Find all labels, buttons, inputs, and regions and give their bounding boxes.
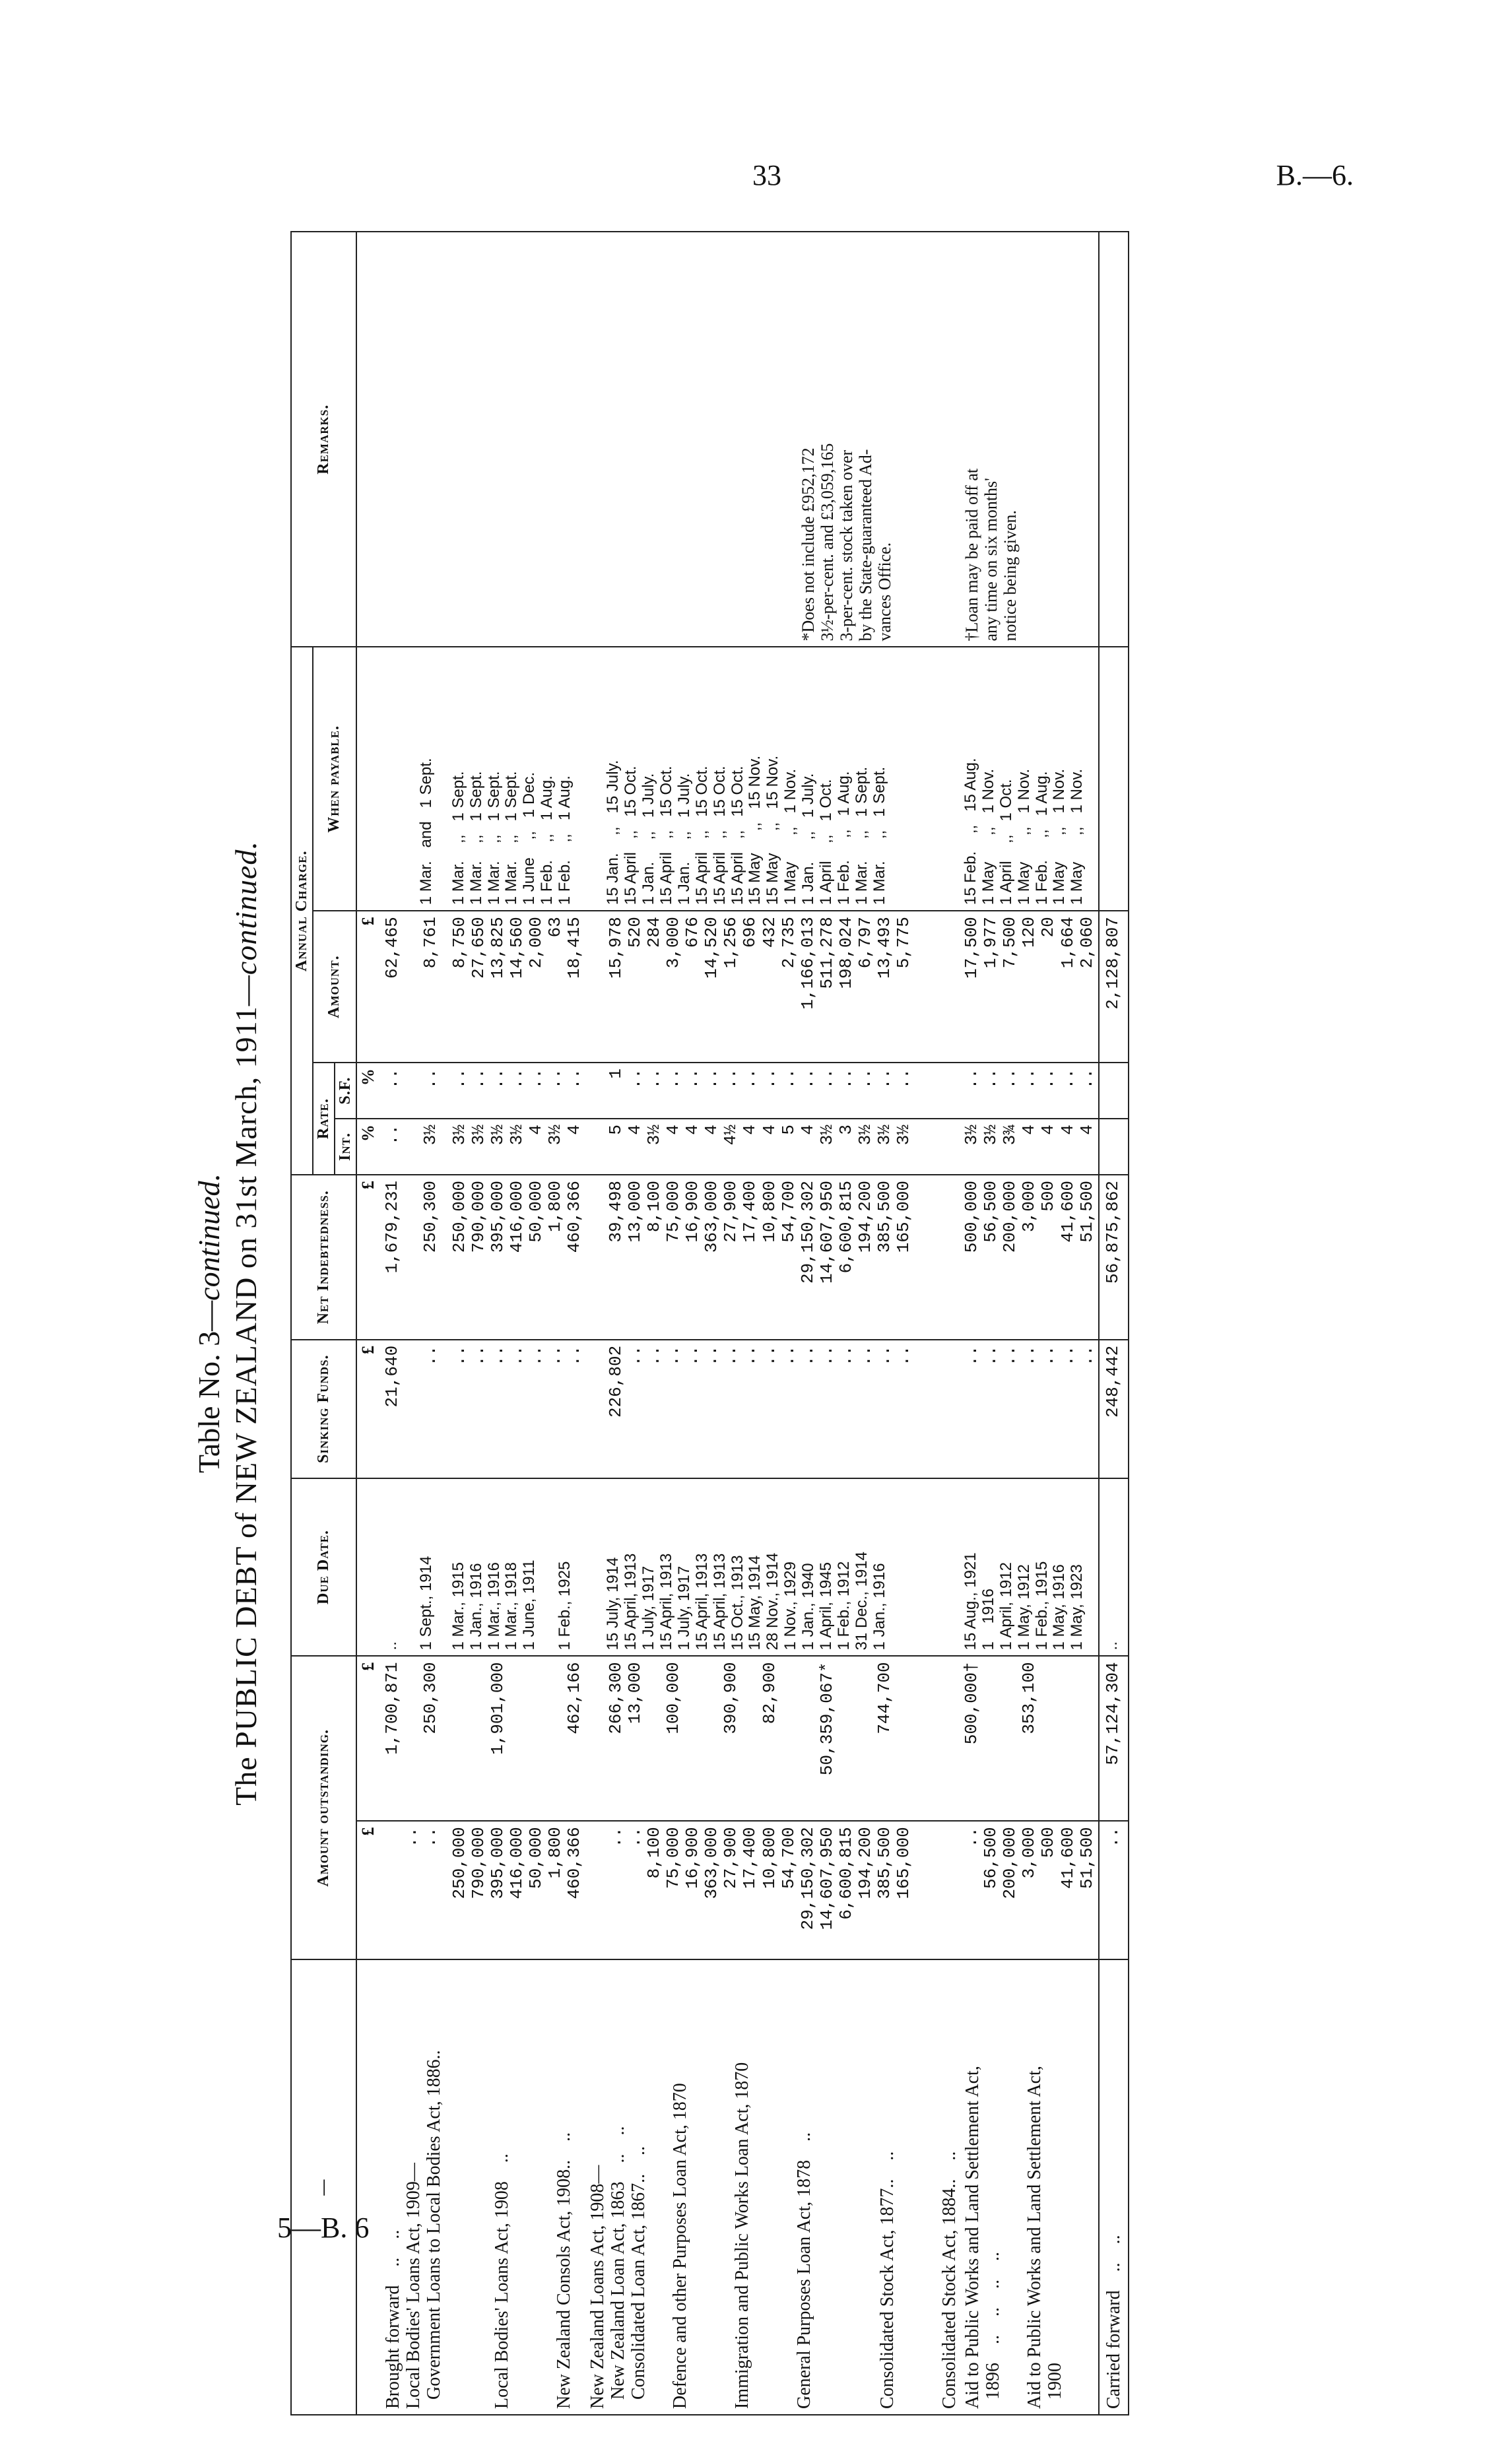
row-amount-a: 250,000 790,000 395,000 416,000 50,000 1,800 460,366 — [449, 1821, 586, 1959]
row-due-date: .. — [1099, 1478, 1129, 1657]
row-when-payable: 1 Mar. and 1 Sept. — [379, 647, 449, 911]
unit-charge: £ — [356, 911, 379, 1063]
row-amount-b: 500,000† 353,100 — [961, 1656, 1099, 1821]
unit-sinking: £ — [356, 1340, 379, 1478]
col-sinking-funds: Sinking Funds. — [291, 1340, 356, 1478]
row-sinking-funds: 21,640 .. — [379, 1340, 449, 1478]
row-sinking-funds: 226,802 .. .. .. .. .. .. .. .. .. .. .. .. .. .. .. — [586, 1340, 961, 1478]
table-row-local-bodies — [449, 232, 586, 2415]
row-charge-amount: 15,978 520 284 3,000 676 14,520 1,256 696 432 2,735 1,166,013 511,278 198,024 6,797 13,493 5,775 — [586, 911, 961, 1063]
row-rate-sf — [1099, 1063, 1129, 1119]
row-remarks: *Does not include £952,172 3½-per-cent. and £3,059,165 3-per-cent. stock taken over by the State-guaranteed Ad- vances Office. — [586, 232, 961, 647]
table-row-aid-public-works — [961, 232, 1099, 2415]
table-subtitle — [228, 231, 263, 2415]
row-amount-a: .. — [1099, 1821, 1129, 1959]
page-number: 33 — [752, 159, 781, 191]
unit-net: £ — [356, 1175, 379, 1340]
row-net-indebtedness: 500,000 56,500 200,000 3,000 500 41,600 51,500 — [961, 1175, 1099, 1340]
row-amount-a: .. .. — [379, 1821, 449, 1959]
row-rate-sf: .. .. .. .. .. .. .. — [961, 1063, 1099, 1119]
document-code: B.—6. — [1276, 159, 1354, 191]
col-charge-amount: Amount. — [313, 911, 356, 1063]
row-charge-amount: 62,465 8,761 — [379, 911, 449, 1063]
table-title-text: Table No. 3— — [192, 1300, 226, 1474]
row-due-date: 1 Mar., 1915 1 Jan., 1916 1 Mar., 1916 1 Mar., 1918 1 June, 1911 1 Feb., 1925 — [449, 1478, 586, 1657]
row-when-payable: 1 Mar. ,, 1 Sept. 1 Mar. ,, 1 Sept. 1 Mar. ,, 1 Sept. 1 Mar. ,, 1 Sept. 1 June ,, 1 Dec. 1 Feb. ,, 1 Aug. 1 Feb. ,, 1 Aug. — [449, 647, 586, 911]
row-description: Local Bodies' Loans Act, 1908 .. New Zealand Consols Act, 1908.. .. — [449, 1959, 586, 2415]
row-due-date: 15 July, 1914 15 April, 1913 1 July, 1917 15 April, 1913 1 July, 1917 15 April, 1913 15 April, 1913 15 Oct., 1913 15 May, 1914 28 Nov., 1914 1 Nov., 1929 1 Jan., 1940 1 April, 1945 1 Feb., 1912 31 Dec., 1914 1 Jan., 1916 — [586, 1478, 961, 1657]
row-remarks — [1099, 232, 1129, 647]
col-net-indebtedness: Net Indebtedness. — [291, 1175, 356, 1340]
col-due-date: Due Date. — [291, 1478, 356, 1657]
row-due-date: .. 1 Sept., 1914 — [379, 1478, 449, 1657]
row-amount-a: .. 56,500 200,000 3,000 500 41,600 51,500 — [961, 1821, 1099, 1959]
row-charge-amount: 2,128,807 — [1099, 911, 1129, 1063]
unit-desc — [356, 1959, 379, 2415]
row-rate-sf: 1 .. .. .. .. .. .. .. .. .. .. .. .. .. .. .. — [586, 1063, 961, 1119]
row-rate-int: 5 4 3½ 4 4 4 4½ 4 4 5 4 3½ 3 3½ 3½ 3½ — [586, 1119, 961, 1175]
unit-int: % — [356, 1119, 379, 1175]
row-remarks — [379, 232, 449, 647]
row-description: Aid to Public Works and Land Settlement Act, 1896 .. .. .. .. Aid to Public Works and Land Settlement Act, 1900 — [961, 1959, 1099, 2415]
col-annual-charge: Annual Charge. — [291, 647, 313, 1175]
header-row-1 — [291, 232, 313, 2415]
row-remarks: †Loan may be paid off at any time on six months' notice being given. — [961, 232, 1099, 647]
unit-due — [356, 1478, 379, 1657]
row-charge-amount: 8,750 27,650 13,825 14,560 2,000 63 18,415 — [449, 911, 586, 1063]
table-subtitle-text: The PUBLIC DEBT of NEW ZEALAND on 31st March, 1911— — [229, 975, 263, 1806]
row-rate-int: .. 3½ — [379, 1119, 449, 1175]
row-sinking-funds: .. .. .. .. .. .. .. — [961, 1340, 1099, 1478]
col-remarks: Remarks. — [291, 232, 356, 647]
signature-code: 5—B. 6 — [277, 2212, 370, 2244]
row-net-indebtedness: 250,000 790,000 395,000 416,000 50,000 1,800 460,366 — [449, 1175, 586, 1340]
row-net-indebtedness: 1,679,231 250,300 — [379, 1175, 449, 1340]
table-title-continued: continued. — [192, 1173, 226, 1301]
rotated-table-block — [191, 231, 1234, 2415]
col-when-payable: When payable. — [313, 647, 356, 911]
row-amount-a: .. .. 8,100 75,000 16,900 363,000 27,900 17,400 10,800 54,700 29,150,302 14,607,950 6,600,815 194,200 385,500 165,000 — [586, 1821, 961, 1959]
row-description: Carried forward .. .. — [1099, 1959, 1129, 2415]
col-description: — — [291, 1959, 356, 2415]
row-net-indebtedness: 56,875,862 — [1099, 1175, 1129, 1340]
row-when-payable: 15 Jan. ,, 15 July. 15 April ,, 15 Oct. 1 Jan. ,, 1 July. 15 April ,, 15 Oct. 1 Jan. ,, 1 July. 15 April ,, 15 Oct. 15 April ,, 15 Oct. 15 April ,, 15 Oct. 15 May ,, 15 Nov. 15 May ,, 15 Nov. 1 May ,, 1 Nov. 1 Jan. ,, 1 July. 1 April ,, 1 Oct. 1 Feb. ,, 1 Aug. 1 Mar. ,, 1 Sept. 1 Mar. ,, 1 Sept. — [586, 647, 961, 911]
row-remarks — [449, 232, 586, 647]
table-row-nz-loans — [586, 232, 961, 2415]
col-rate-int: Int. — [335, 1119, 356, 1175]
row-description: New Zealand Loans Act, 1908— New Zealand Loan Act, 1863 .. .. Consolidated Loan Act, 1867.. .. Defence and other Purposes Loan Act, 1870 Immigration and Public Works Loan Act, 1870 General Purposes Loan Act, 1878 .. Consolidated Stock Act, 1877.. .. Consolidated Stock Act, 1884.. .. — [586, 1959, 961, 2415]
row-rate-sf: .. .. .. .. .. .. .. — [449, 1063, 586, 1119]
col-amount-outstanding: Amount outstanding. — [291, 1656, 356, 1959]
public-debt-table — [290, 231, 1129, 2415]
table-row-carried-forward — [1099, 232, 1129, 2415]
row-amount-b: 57,124,304 — [1099, 1656, 1129, 1821]
unit-amount-b: £ — [356, 1656, 379, 1821]
col-rate: Rate. — [313, 1063, 335, 1175]
row-amount-b: 266,300 13,000 100,000 390,900 82,900 50,359,067* 744,700 — [586, 1656, 961, 1821]
row-when-payable: 15 Feb. ,, 15 Aug. 1 May ,, 1 Nov. 1 April ,, 1 Oct. 1 May ,, 1 Nov. 1 Feb. ,, 1 Aug. 1 May ,, 1 Nov. 1 May ,, 1 Nov. — [961, 647, 1099, 911]
row-charge-amount: 17,500 1,977 7,500 120 20 1,664 2,060 — [961, 911, 1099, 1063]
table-row-brought-forward — [379, 232, 449, 2415]
row-due-date: 15 Aug., 1921 1 1916 1 April, 1912 1 May, 1912 1 Feb., 1915 1 May, 1916 1 May, 1923 — [961, 1478, 1099, 1657]
col-rate-sf: S.F. — [335, 1063, 356, 1119]
row-sinking-funds: .. .. .. .. .. .. .. — [449, 1340, 586, 1478]
unit-amount-a: £ — [356, 1821, 379, 1959]
unit-row — [356, 232, 379, 2415]
row-description: Brought forward .. .. Local Bodies' Loans Act, 1909— Government Loans to Local Bodies Act, 1886.. — [379, 1959, 449, 2415]
row-net-indebtedness: 39,498 13,000 8,100 75,000 16,900 363,000 27,900 17,400 10,800 54,700 29,150,302 14,607,950 6,600,815 194,200 385,500 165,000 — [586, 1175, 961, 1340]
row-amount-b: 1,700,871 250,300 — [379, 1656, 449, 1821]
row-amount-b: 1,901,000 462,166 — [449, 1656, 586, 1821]
row-rate-int: 3½ 3½ 3½ 3½ 4 3½ 4 — [449, 1119, 586, 1175]
unit-when — [356, 647, 379, 911]
row-rate-int: 3½ 3½ 3¾ 4 4 4 4 — [961, 1119, 1099, 1175]
row-rate-sf: .. .. — [379, 1063, 449, 1119]
table-title — [191, 231, 226, 2415]
unit-sf: % — [356, 1063, 379, 1119]
row-when-payable — [1099, 647, 1129, 911]
row-sinking-funds: 248,442 — [1099, 1340, 1129, 1478]
row-rate-int — [1099, 1119, 1129, 1175]
unit-remarks — [356, 232, 379, 647]
table-subtitle-continued: continued. — [229, 841, 263, 975]
